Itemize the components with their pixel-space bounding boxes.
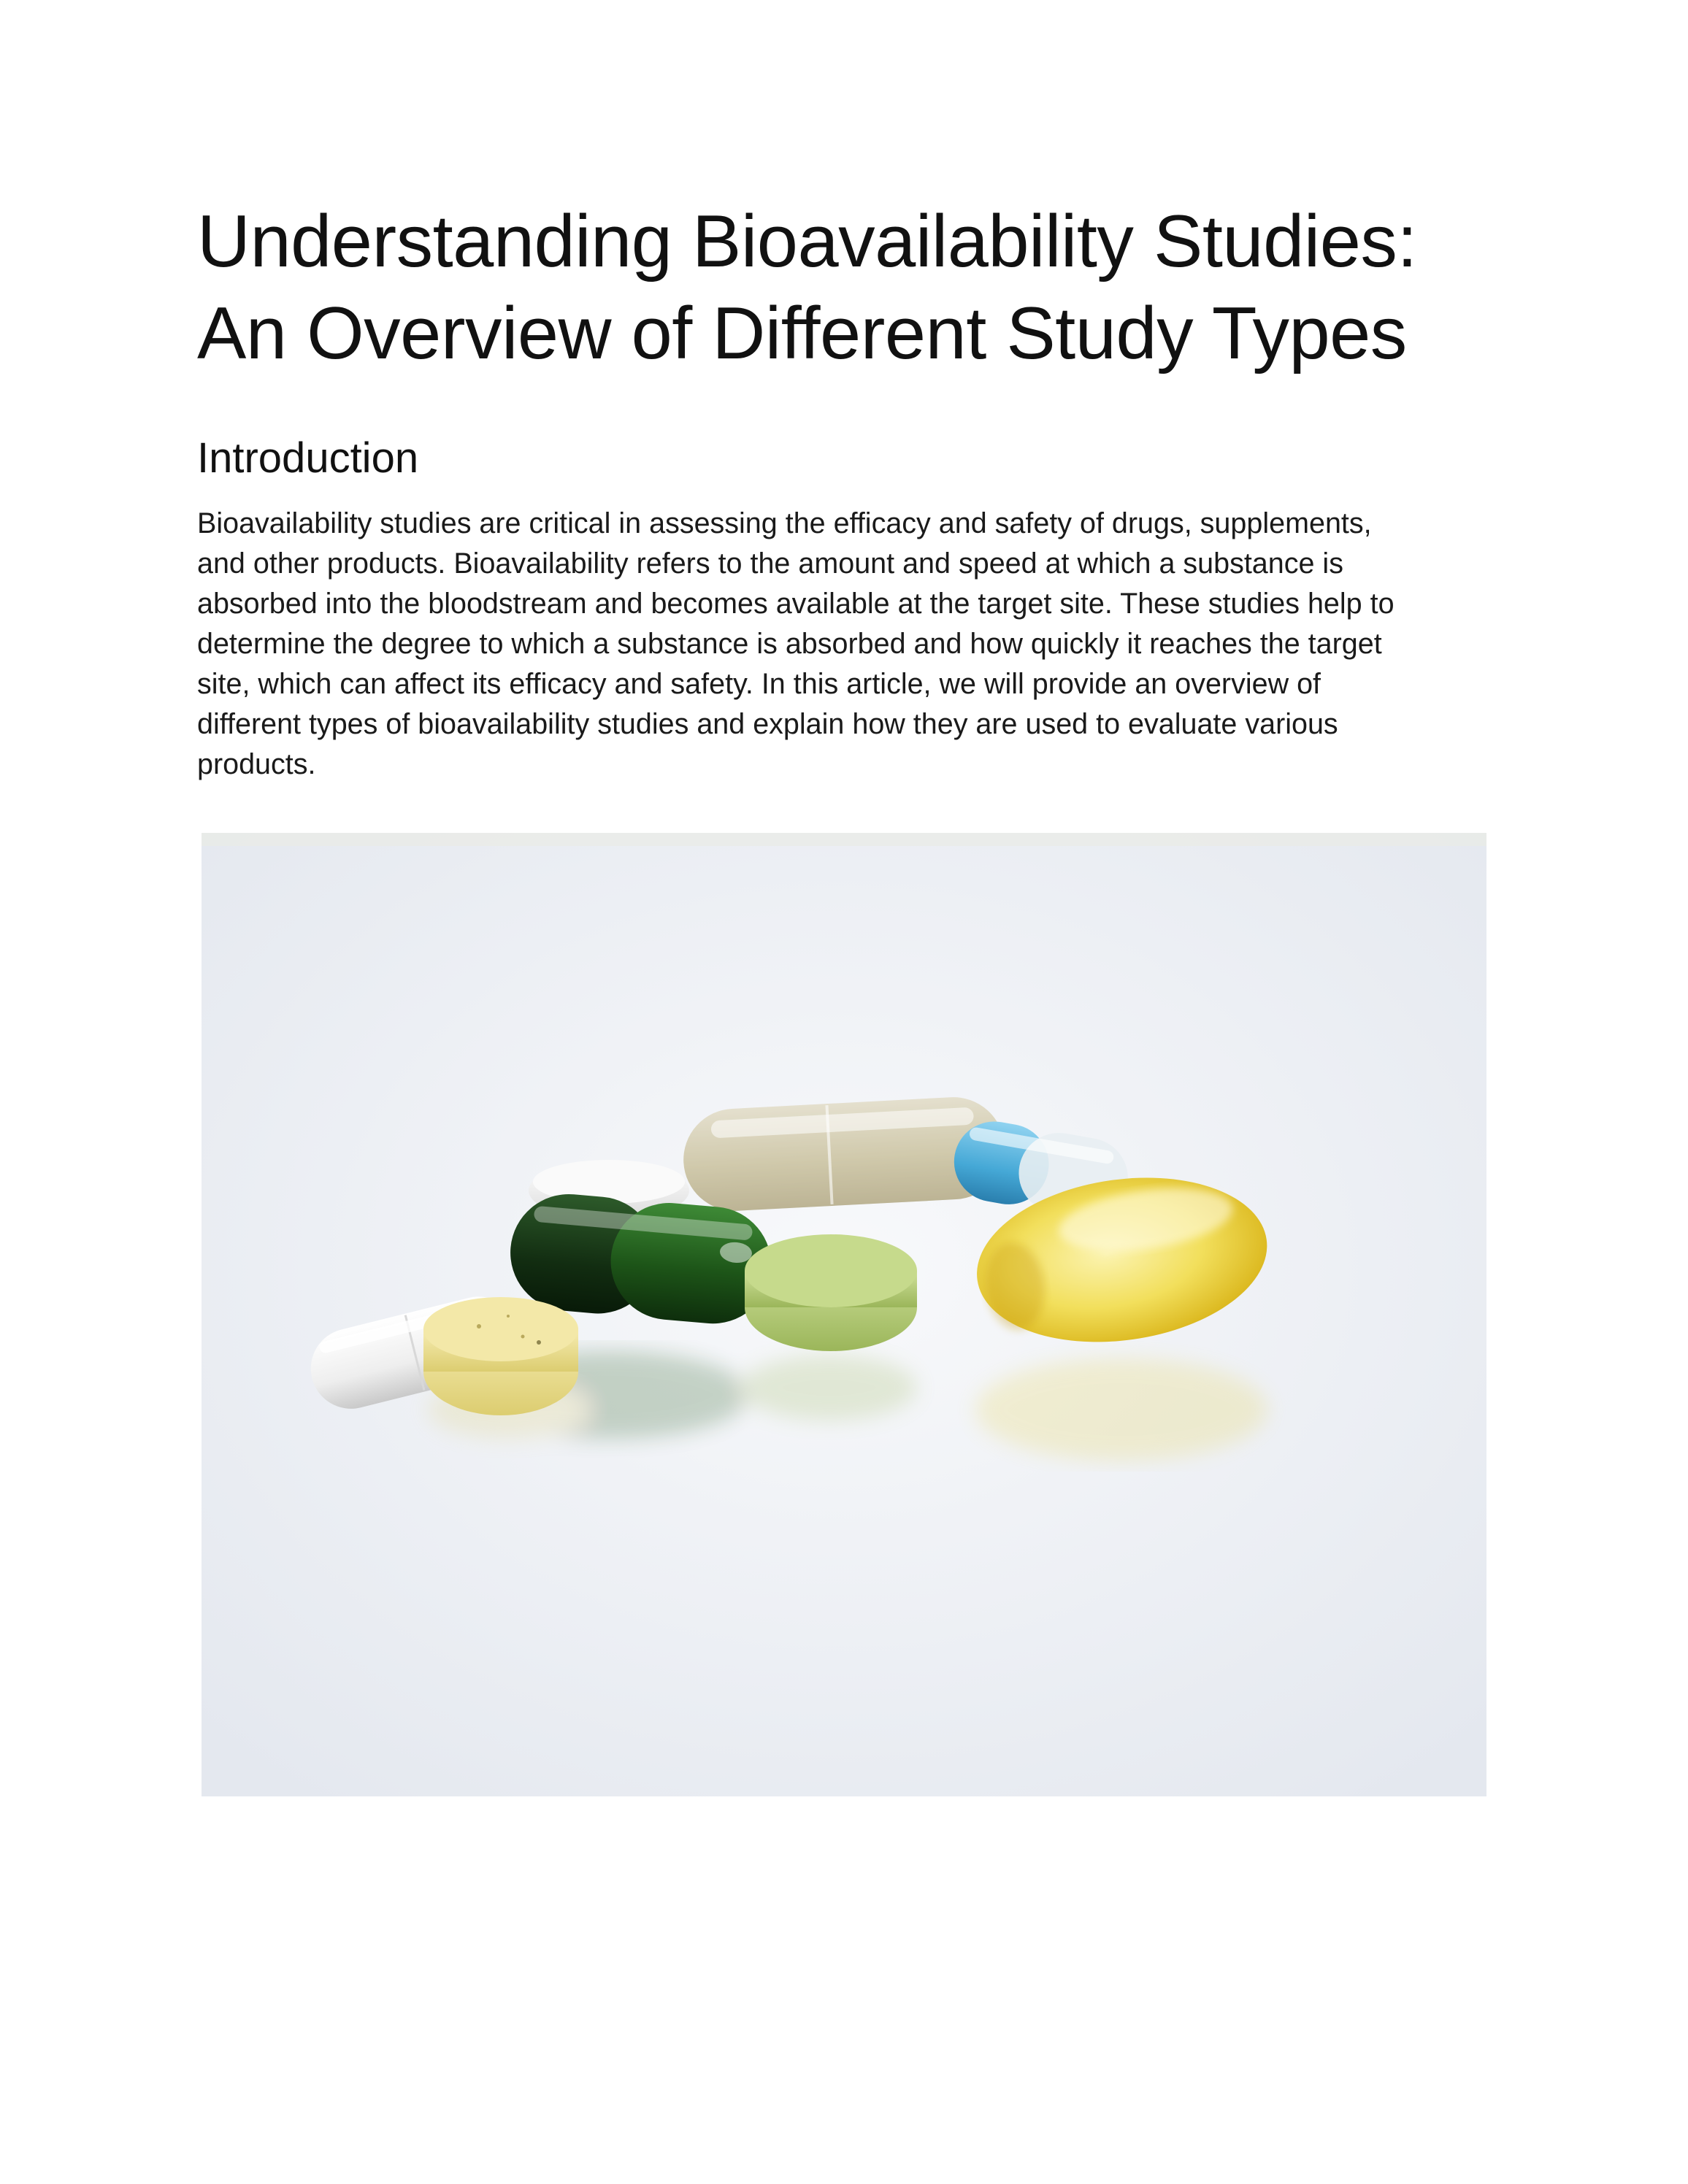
intro-line: different types of bioavailability studies and explain how they are used to evaluate various — [197, 708, 1338, 740]
intro-line: and other products. Bioavailability refers to the amount and speed at which a substance is — [197, 547, 1343, 580]
intro-line: determine the degree to which a substance is absorbed and how quickly it reaches the target — [197, 628, 1382, 660]
title-line-2: An Overview of Different Study Types — [197, 293, 1407, 374]
intro-paragraph — [197, 504, 1511, 785]
intro-line: Bioavailability studies are critical in assessing the efficacy and safety of drugs, supplements, — [197, 507, 1372, 539]
intro-line: absorbed into the bloodstream and becomes available at the target site. These studies help to — [197, 588, 1394, 620]
pills-photo — [202, 833, 1486, 1796]
page-title — [197, 196, 1511, 380]
intro-line: site, which can affect its efficacy and safety. In this article, we will provide an overview of — [197, 668, 1321, 700]
section-heading-introduction: Introduction — [197, 434, 419, 482]
intro-line: products. — [197, 748, 316, 780]
title-line-1: Understanding Bioavailability Studies: — [197, 201, 1417, 282]
pills-and-capsules-icon — [202, 833, 1486, 1796]
yellow-tablet — [423, 1297, 578, 1415]
lime-tablet — [745, 1234, 917, 1351]
